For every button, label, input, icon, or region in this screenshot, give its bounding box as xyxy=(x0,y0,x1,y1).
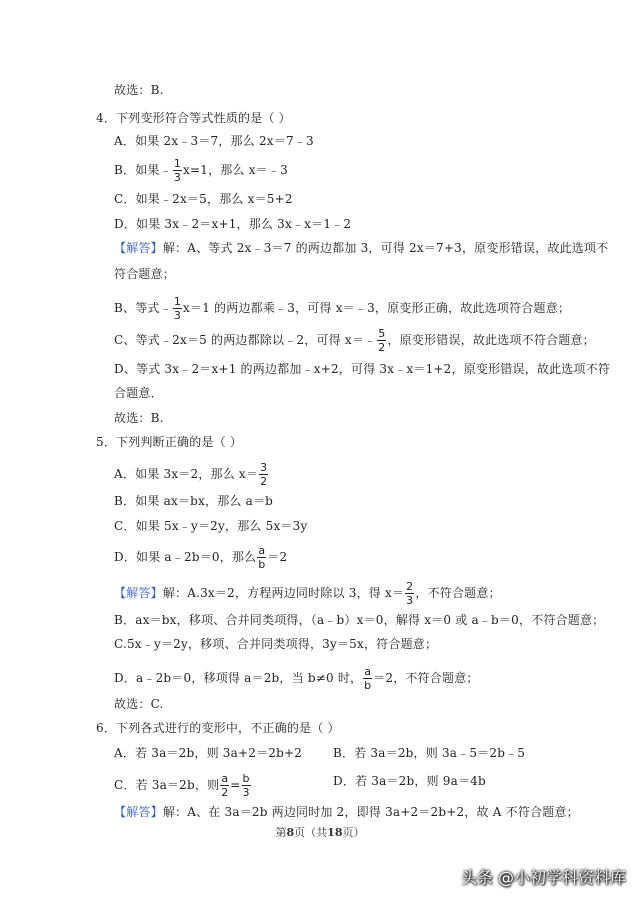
q6-option-d: D．若 3a＝2b，则 9a＝4b xyxy=(333,774,486,788)
fraction xyxy=(220,773,229,798)
numerator: a xyxy=(221,772,229,785)
fraction xyxy=(259,462,268,487)
denominator: 3 xyxy=(173,171,182,184)
q5-option-a-text: A．如果 3x＝2，那么 x＝ xyxy=(114,467,259,481)
q6-solution-line-1 xyxy=(114,804,579,820)
numerator: a xyxy=(364,665,372,678)
footer-page-number: 8 xyxy=(286,826,295,839)
fraction xyxy=(242,773,251,798)
solution-text: ＝2，不符合题意； xyxy=(373,671,479,685)
denominator: 3 xyxy=(173,309,182,322)
fraction xyxy=(173,296,182,321)
footer-middle: 页（共 xyxy=(294,826,328,839)
q4-solution-line-2: 符合题意； xyxy=(114,267,176,281)
q6-option-a: A．若 3a＝2b，则 3a+2＝2b+2 xyxy=(114,746,303,760)
solution-text: 解：A、等式 2x﹣3＝7 的两边都加 3，可得 2x＝7+3，原变形错误，故此选项不 xyxy=(162,241,609,255)
equals-sign: = xyxy=(230,778,241,792)
watermark: 头条 @小初学科资料库 xyxy=(460,868,626,887)
solution-text: 解：A、在 3a＝2b 两边同时加 2，即得 3a+2＝2b+2，故 A 不符合题意； xyxy=(162,805,579,819)
question-4-stem: 4．下列变形符合等式性质的是（ ） xyxy=(96,111,291,125)
numerator: 3 xyxy=(260,461,268,474)
footer-prefix: 第 xyxy=(275,826,287,839)
q4-option-b-prefix: B．如果﹣ xyxy=(114,163,172,177)
q5-option-d xyxy=(114,545,287,570)
q6-option-c xyxy=(114,773,252,798)
solution-text: B、等式﹣ xyxy=(114,301,172,315)
numerator: a xyxy=(258,544,266,557)
denominator: 3 xyxy=(242,786,250,799)
denominator: 3 xyxy=(406,594,414,607)
answer-line: 故选：B. xyxy=(114,83,164,97)
fraction xyxy=(405,581,414,606)
q4-option-d: D．如果 3x﹣2＝x+1，那么 3x﹣x＝1﹣2 xyxy=(114,217,352,231)
footer-total-pages: 18 xyxy=(327,826,343,839)
numerator: 1 xyxy=(173,295,182,308)
fraction xyxy=(363,666,372,691)
solution-tag: 【解答】 xyxy=(114,805,163,819)
question-5-stem: 5．下列判断正确的是（ ） xyxy=(96,435,243,449)
q4-option-a: A．如果 2x﹣3＝7，那么 2x＝7﹣3 xyxy=(114,134,314,148)
denominator: 2 xyxy=(378,341,386,354)
q4-solution-line-5: D、等式 3x﹣2＝x+1 的两边都加﹣x+2，可得 3x﹣x＝1+2，原变形错误，故此选项不符 xyxy=(114,362,611,376)
solution-text: ，原变形错误，故此选项不符合题意； xyxy=(387,333,595,347)
denominator: b xyxy=(258,558,266,571)
denominator: b xyxy=(364,679,372,692)
numerator: 5 xyxy=(378,327,386,340)
q5-solution-line-2: B．ax＝bx，移项、合并同类项得，（a﹣b）x＝0，解得 x＝0 或 a﹣b＝0，不符合题意； xyxy=(114,613,605,627)
numerator: b xyxy=(242,772,250,785)
q4-option-b xyxy=(114,158,288,183)
solution-tag: 【解答】 xyxy=(114,241,163,255)
solution-text: ，不符合题意； xyxy=(415,586,501,600)
q4-option-b-suffix: x=1，那么 x＝﹣3 xyxy=(183,163,288,177)
footer-suffix: 页） xyxy=(342,826,365,839)
q4-solution-line-4 xyxy=(114,328,595,353)
q5-option-d-suffix: ＝2 xyxy=(267,550,288,564)
solution-text: C、等式﹣2x＝5 的两边都除以﹣2，可得 x＝﹣ xyxy=(114,333,377,347)
numerator: 1 xyxy=(173,157,182,170)
fraction xyxy=(173,158,182,183)
q5-solution-line-1 xyxy=(114,581,501,606)
solution-text: 解：A.3x＝2，方程两边同时除以 3，得 x＝ xyxy=(162,586,405,600)
q5-solution-line-4 xyxy=(114,666,479,691)
fraction xyxy=(377,328,386,353)
question-6-stem: 6．下列各式进行的变形中，不正确的是（ ） xyxy=(96,721,340,735)
denominator: 2 xyxy=(260,475,268,488)
answer-line: 故选：B. xyxy=(114,411,164,425)
page-footer xyxy=(0,826,640,840)
solution-text: D．a﹣2b＝0，移项得 a＝2b，当 b≠0 时， xyxy=(114,671,363,685)
q5-option-b: B．如果 ax＝bx，那么 a＝b xyxy=(114,494,274,508)
q4-solution-line-1 xyxy=(114,240,608,256)
solution-tag: 【解答】 xyxy=(114,586,163,600)
q5-option-d-text: D．如果 a﹣2b＝0，那么 xyxy=(114,550,257,564)
fraction xyxy=(257,545,266,570)
answer-line: 故选：C. xyxy=(114,697,164,711)
q6-option-c-text: C．若 3a＝2b，则 xyxy=(114,778,220,792)
q5-option-c: C．如果 5x﹣y＝2y，那么 5x＝3y xyxy=(114,519,308,533)
q5-solution-line-3: C.5x﹣y＝2y，移项、合并同类项得，3y＝5x，符合题意； xyxy=(114,637,438,651)
solution-text: x＝1 的两边都乘﹣3，可得 x＝﹣3，原变形正确，故此选项符合题意； xyxy=(183,301,571,315)
numerator: 2 xyxy=(406,580,414,593)
denominator: 2 xyxy=(221,786,229,799)
q4-solution-line-3 xyxy=(114,296,570,321)
q4-option-c: C．如果﹣2x＝5，那么 x＝5+2 xyxy=(114,192,293,206)
q5-option-a xyxy=(114,462,269,487)
q6-option-b: B．若 3a＝2b，则 3a﹣5＝2b﹣5 xyxy=(333,746,526,760)
q4-solution-line-6: 合题意． xyxy=(114,386,163,400)
